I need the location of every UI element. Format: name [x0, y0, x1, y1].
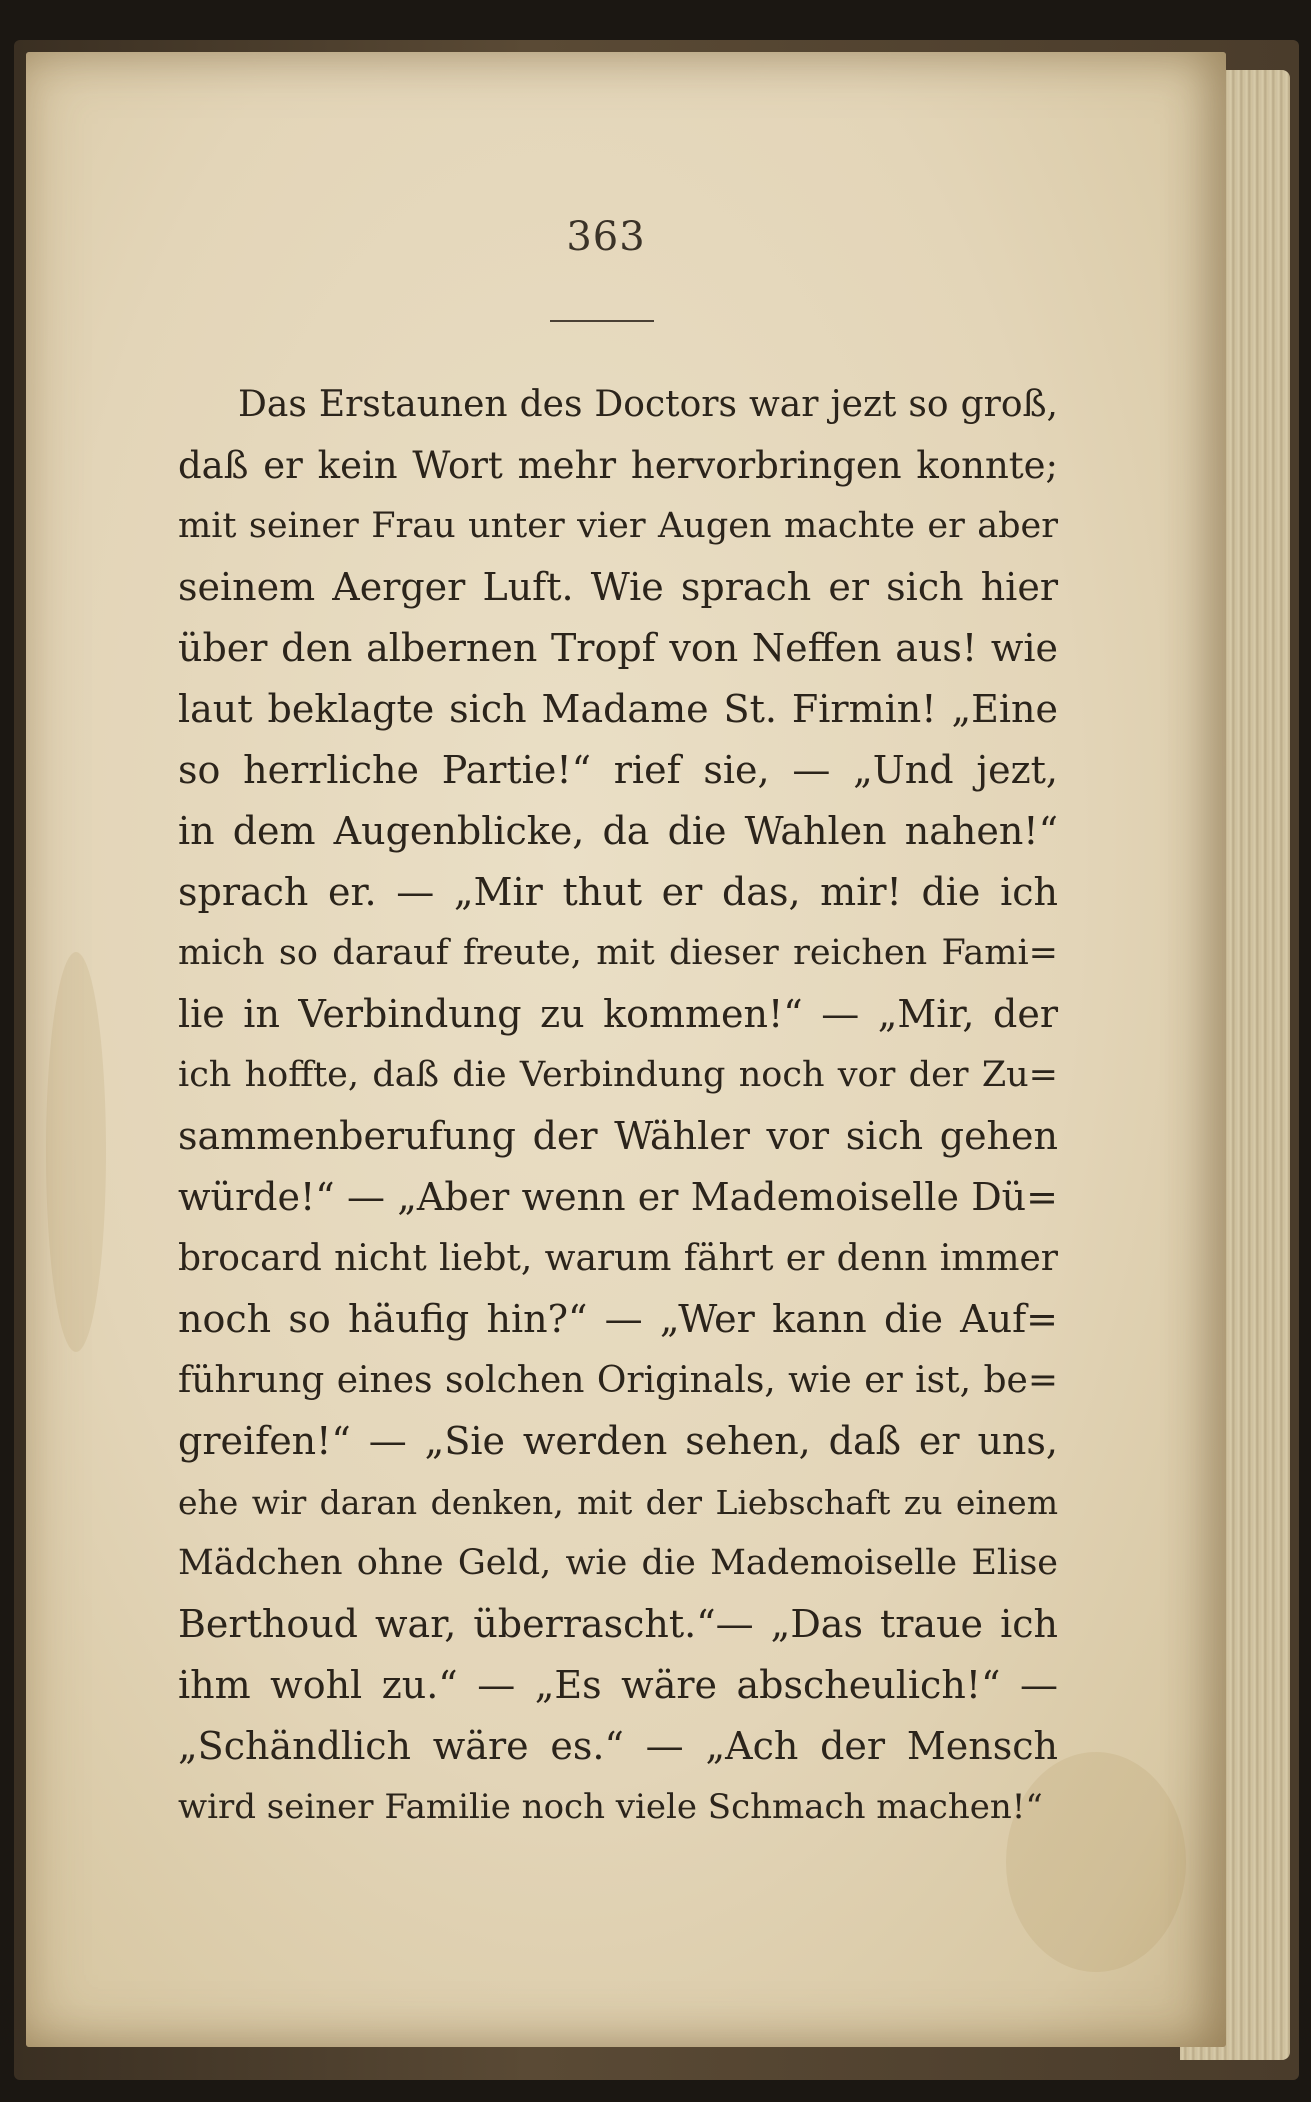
text-line: ihm wohl zu.“ — „Es wäre abscheulich!“ —: [178, 1663, 1058, 1707]
text-line: seinem Aerger Luft. Wie sprach er sich hier: [178, 565, 1058, 609]
text-line: mit seiner Frau unter vier Augen machte er aber: [178, 506, 1058, 546]
text-line: in dem Augenblicke, da die Wahlen nahen!“: [178, 809, 1058, 853]
text-line: sprach er. — „Mir thut er das, mir! die ich: [178, 870, 1058, 914]
paper-stain: [46, 952, 106, 1352]
page-number: 363: [566, 214, 646, 260]
text-line: ehe wir daran denken, mit der Liebschaft zu einem: [178, 1483, 1058, 1522]
body-text: [178, 374, 1058, 1838]
text-line: führung eines solchen Originals, wie er ist, be=: [178, 1360, 1058, 1401]
text-line: Mädchen ohne Geld, wie die Mademoiselle Elise: [178, 1543, 1058, 1583]
text-line: noch so häufig hin?“ — „Wer kann die Auf=: [178, 1297, 1058, 1341]
text-line: „Schändlich wäre es.“ — „Ach der Mensch: [178, 1724, 1058, 1768]
text-line: laut beklagte sich Madame St. Firmin! „Eine: [178, 687, 1058, 731]
text-line: lie in Verbindung zu kommen!“ — „Mir, der: [178, 992, 1058, 1036]
page-number-rule: [550, 320, 654, 322]
text-line: würde!“ — „Aber wenn er Mademoiselle Dü=: [178, 1175, 1058, 1219]
book-page: [26, 52, 1226, 2047]
text-line: Das Erstaunen des Doctors war jezt so groß,: [238, 384, 1058, 425]
text-line: mich so darauf freute, mit dieser reichen Fami=: [178, 933, 1058, 973]
text-line: ich hoffte, daß die Verbindung noch vor der Zu=: [178, 1055, 1058, 1095]
text-line: brocard nicht liebt, warum fährt er denn immer: [178, 1238, 1058, 1279]
text-line: so herrliche Partie!“ rief sie, — „Und jezt,: [178, 748, 1058, 792]
text-line: wird seiner Familie noch viele Schmach machen!“: [178, 1787, 1043, 1827]
text-line: sammenberufung der Wähler vor sich gehen: [178, 1114, 1058, 1158]
text-line: Berthoud war, überrascht.“— „Das traue ich: [178, 1602, 1058, 1646]
text-line: greifen!“ — „Sie werden sehen, daß er uns,: [178, 1419, 1058, 1463]
text-line: über den albernen Tropf von Neffen aus! wie: [178, 626, 1058, 670]
text-line: daß er kein Wort mehr hervorbringen konnte;: [178, 444, 1058, 487]
